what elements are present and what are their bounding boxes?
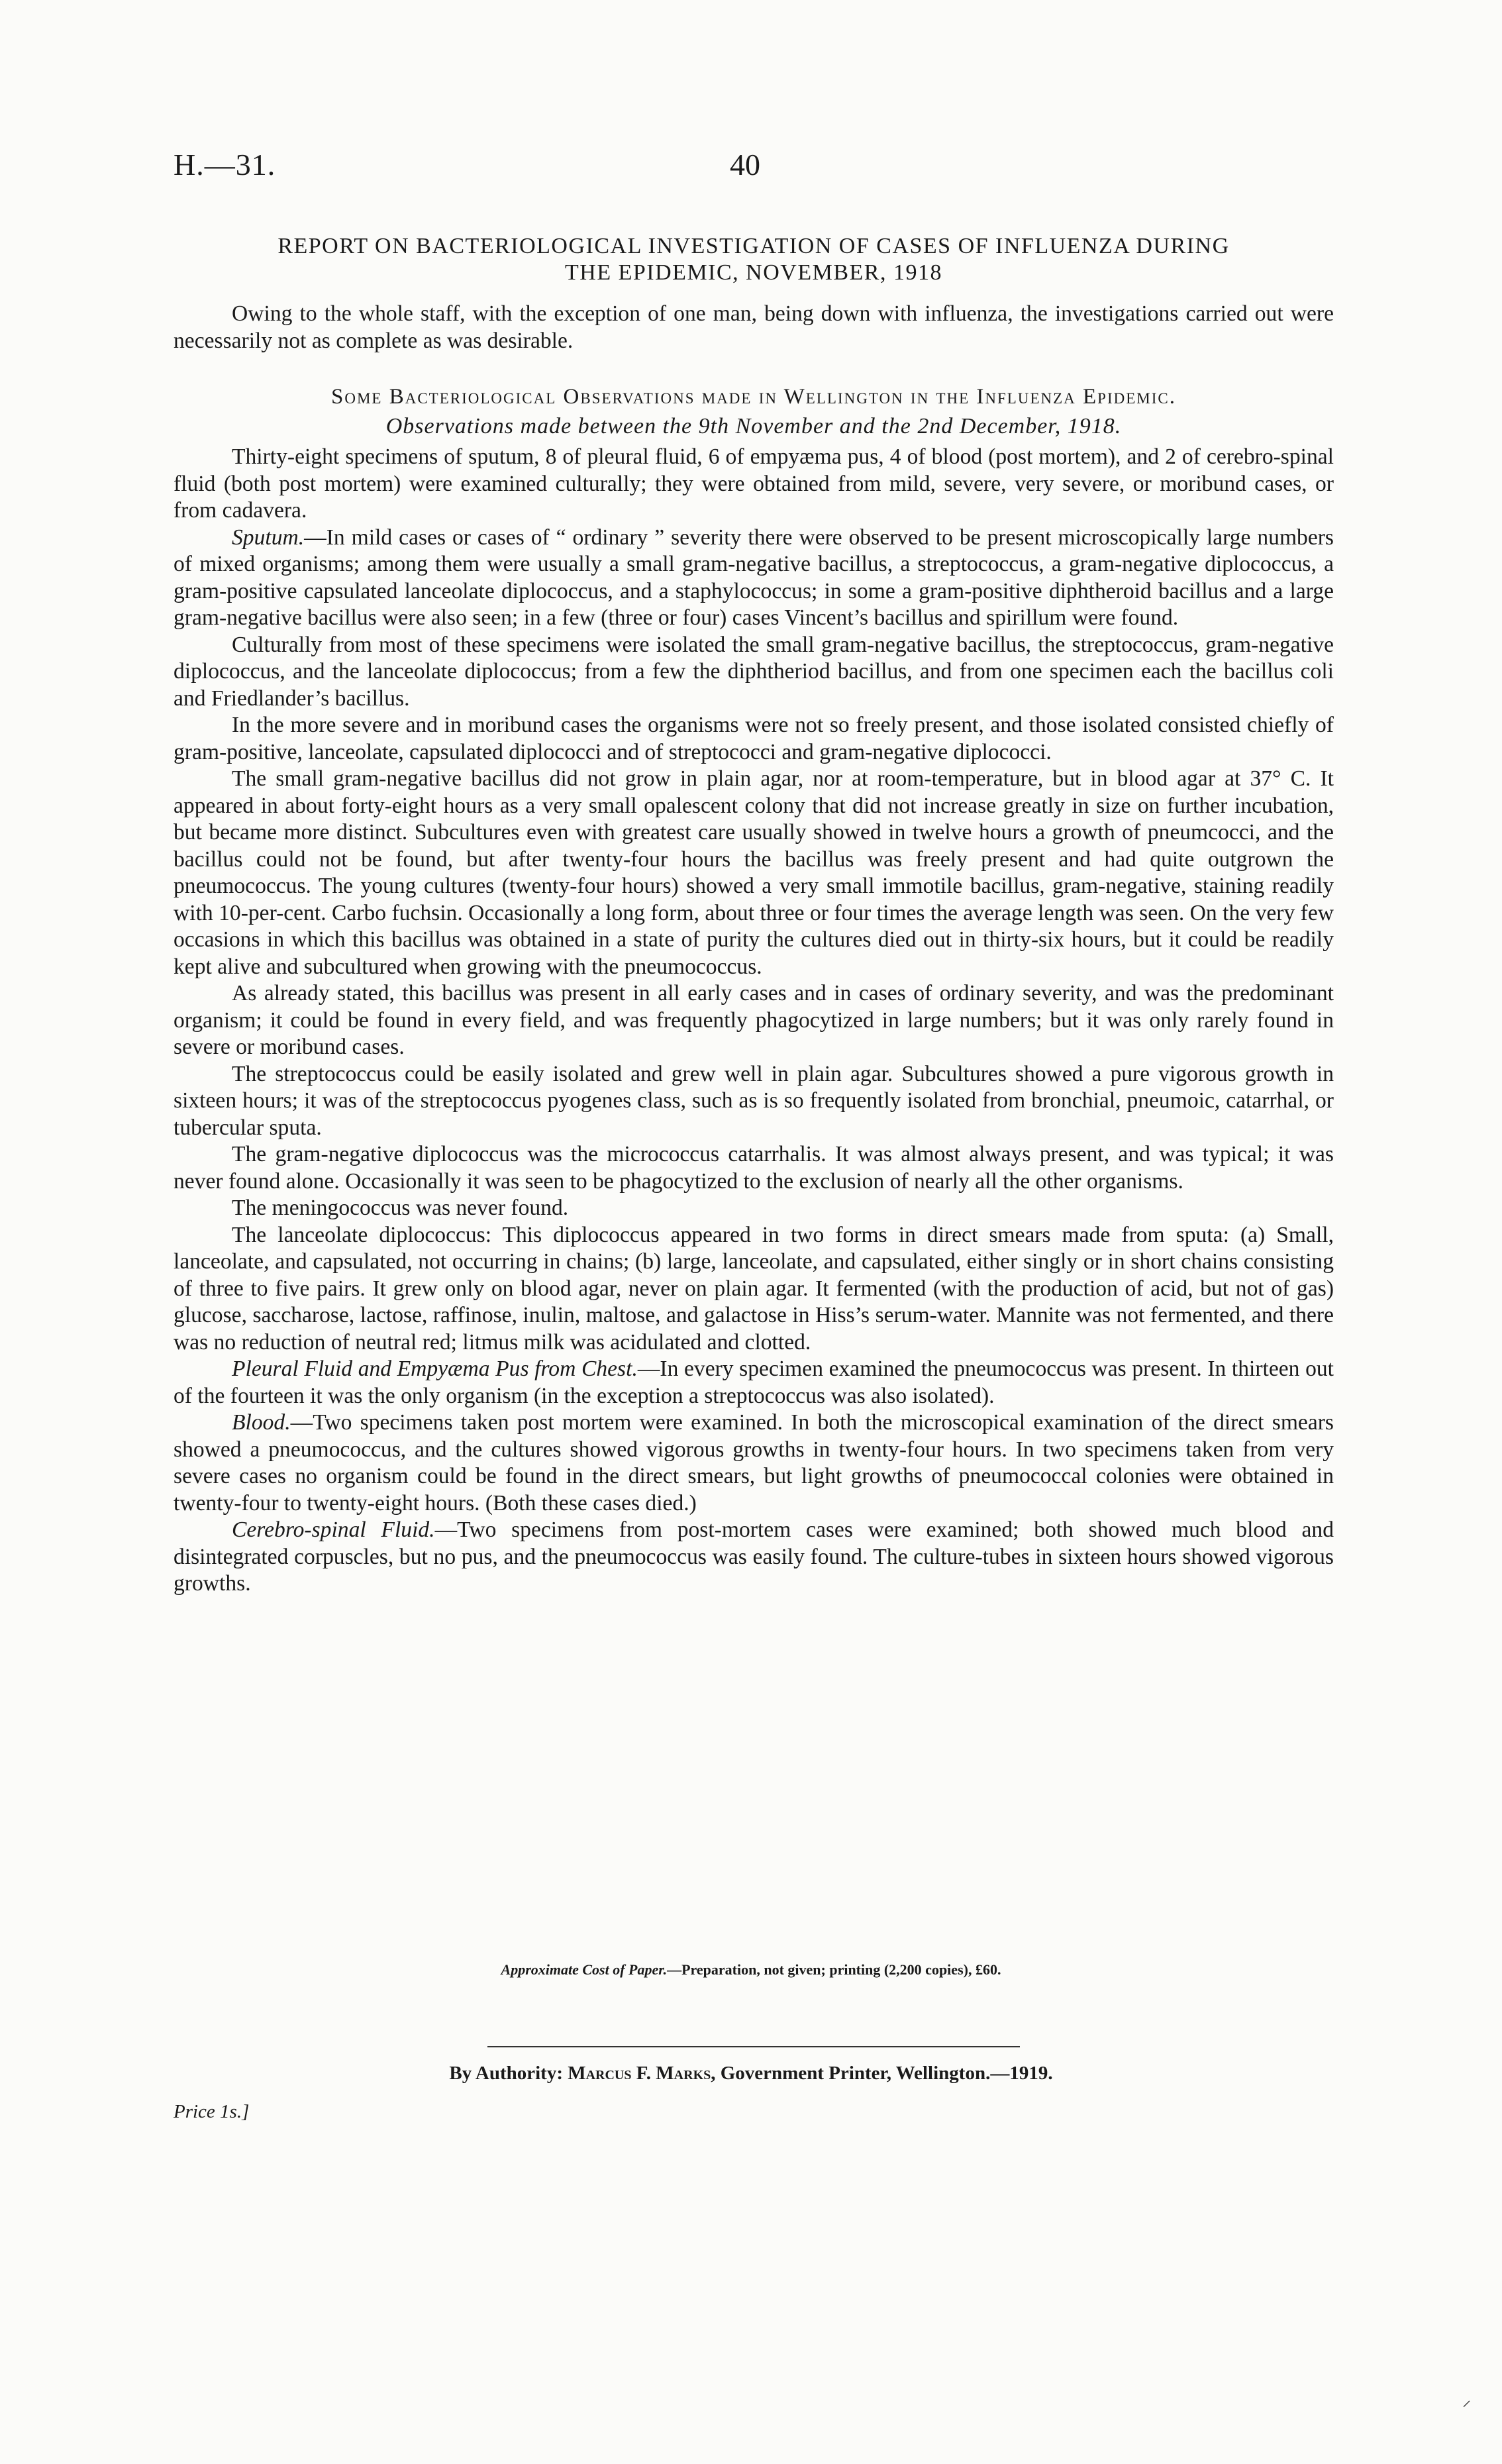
section-subheading: Observations made between the 9th November and the 2nd December, 1918.: [385, 413, 1122, 438]
paragraph-lanceolate: The lanceolate diplococcus: This diplococcus appeared in two forms in direct smears made from sputa: (a) Small, lanceolate, and capsulated, not occurring in chains; (b) large, lanceolate, and capsulated, either singly or in short chains consisting of three to five pairs. It grew only on blood agar, never on plain agar. It fermented (with the production of acid, but not of gas) glucose, saccharose, lactose, raffinose, inulin, maltose, and galactose in Hiss’s serum-water. Mannite was not fermented, and there was no reduction of neutral red; litmus milk was acidulated and clotted.: [174, 1222, 1334, 1355]
paragraph-culturally: Culturally from most of these specimens were isolated the small gram-negative bacillus, the streptococcus, gram-negative diplococcus, and the lanceolate diplococcus; from a few the diphtheriod bacillus, and from one specimen each the bacillus coli and Friedlander’s bacillus.: [174, 632, 1334, 711]
paragraph-cerebro-spinal: Cerebro-spinal Fluid.—Two specimens from post-mortem cases were examined; both showed much blood and disintegrated corpuscles, but no pus, and the pneumococcus was easily found. The culture-tubes in sixteen hours showed vigorous growths.: [174, 1517, 1334, 1596]
paragraph-lead: Pleural Fluid and Empyæma Pus from Chest.: [232, 1357, 638, 1381]
divider-rule: [487, 2046, 1020, 2047]
cost-of-paper: Approximate Cost of Paper.—Preparation, not given; printing (2,200 copies), £60.: [501, 1961, 1001, 1978]
paragraph-diplococcus: The gram-negative diplococcus was the micrococcus catarrhalis. It was almost always present, and was typical; it was never found alone. Occasionally it was seen to be phagocytized to the exclusion of nearly all the other organisms.: [174, 1142, 1334, 1194]
document-reference: H.—31.: [174, 148, 276, 181]
paragraph-already-stated: As already stated, this bacillus was present in all early cases and in cases of ordinary severity, and was the predominant organism; it could be found in every field, and was frequently phagocytized in large numbers; but it was only rarely found in severe or moribund cases.: [174, 981, 1334, 1059]
paragraph-lead: Cerebro-spinal Fluid.: [232, 1517, 435, 1542]
paragraph-lead: Sputum.: [232, 525, 305, 550]
price: Price 1s.]: [174, 2101, 250, 2122]
paragraph-blood: Blood.—Two specimens taken post mortem were examined. In both the microscopical examination of the direct smears showed a pneumococcus, and the cultures showed vigorous growths in twenty-four hours. In two specimens taken from very severe cases no organism could be found in the direct smears, but light growths of pneumococcal colonies were obtained in twenty-four to twenty-eight hours. (Both these cases died.): [174, 1410, 1334, 1515]
corner-mark-icon: ⸝: [1462, 2390, 1472, 2410]
page-number: 40: [730, 148, 760, 181]
paragraph-streptococcus: The streptococcus could be easily isolated and grew well in plain agar. Subcultures showed a pure vigorous growth in sixteen hours; it was of the streptococcus pyogenes class, such as is so frequently isolated from bronchial, pneumoic, catarrhal, or tubercular sputa.: [174, 1061, 1334, 1140]
paragraph-specimens: Thirty-eight specimens of sputum, 8 of pleural fluid, 6 of empyæma pus, 4 of blood (post mortem), and 2 of cerebro-spinal fluid (both post mortem) were examined culturally; they were obtained from mild, severe, very severe, or moribund cases, or from cadavera.: [174, 444, 1334, 523]
printer-authority: By Authority: Marcus F. Marks, Government Printer, Wellington.—1919.: [449, 2063, 1053, 2084]
report-title: [174, 233, 1334, 286]
report-body: [174, 233, 1334, 1598]
paragraph-lead: Blood.: [232, 1410, 291, 1435]
paragraph-meningococcus: The meningococcus was never found.: [232, 1196, 569, 1220]
paragraph-severe-cases: In the more severe and in moribund cases the organisms were not so freely present, and those isolated consisted chiefly of gram-positive, lanceolate, capsulated diplococci and of streptococci and gram-negative diplococci.: [174, 713, 1334, 764]
section-heading: Some Bacteriological Observations made in Wellington in the Influenza Epidemic.: [331, 385, 1176, 409]
report-title-line-1: REPORT ON BACTERIOLOGICAL INVESTIGATION OF CASES OF INFLUENZA DURING: [277, 234, 1230, 258]
paragraph-sputum: Sputum.—In mild cases or cases of “ ordinary ” severity there were observed to be present microscopically large numbers of mixed organisms; among them were usually a small gram-negative bacillus, a streptococcus, a gram-negative diplococcus, a gram-positive capsulated lanceolate diplococcus, and a staphylococcus; in some a gram-positive diphtheroid bacillus and a large gram-negative bacillus were also seen; in a few (three or four) cases Vincent’s bacillus and spirillum were found.: [174, 525, 1334, 630]
paragraph-gram-negative-bacillus: The small gram-negative bacillus did not grow in plain agar, nor at room-temperature, but in blood agar at 37° C. It appeared in about forty-eight hours as a very small opalescent colony that did not increase greatly in size on further incubation, but became more distinct. Subcultures even with greatest care usually showed in twelve hours a growth of pneumcocci, and the bacillus could not be found, but after twenty-four hours the bacillus was freely present and had quite outgrown the pneumococcus. The young cultures (twenty-four hours) showed a very small immotile bacillus, gram-negative, staining readily with 10-per-cent. Carbo fuchsin. Occasionally a long form, about three or four times the average length was seen. On the very few occasions in which this bacillus was obtained in a state of purity the cultures died out in thirty-six hours, but it could be readily kept alive and subcultured when growing with the pneumococcus.: [174, 766, 1334, 979]
intro-paragraph: Owing to the whole staff, with the exception of one man, being down with influenza, the investigations carried out were necessarily not as complete as was desirable.: [174, 301, 1334, 353]
paragraph-pleural-fluid: Pleural Fluid and Empyæma Pus from Chest.—In every specimen examined the pneumococcus was present. In thirteen out of the fourteen it was the only organism (in the exception a streptococcus was also isolated).: [174, 1357, 1334, 1408]
report-title-line-2: THE EPIDEMIC, NOVEMBER, 1918: [565, 260, 942, 285]
